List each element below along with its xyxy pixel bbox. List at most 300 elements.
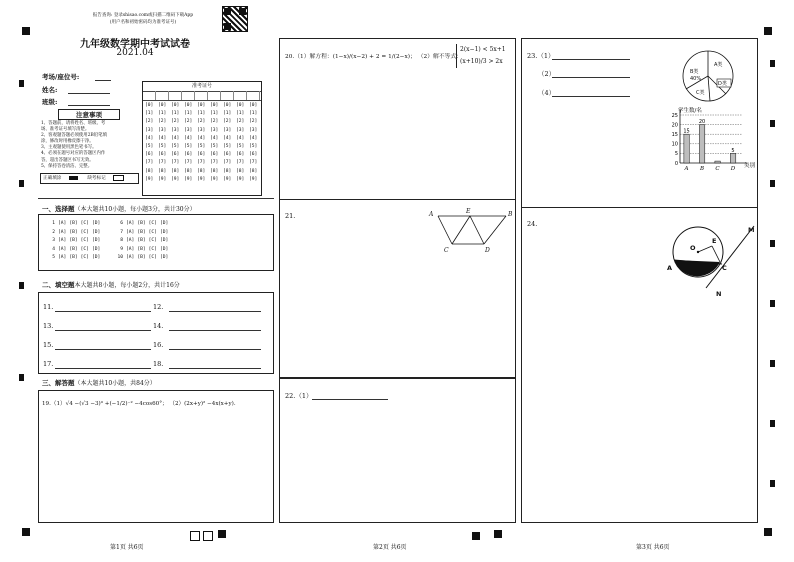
exam-id-bubble[interactable]: [8]: [197, 168, 206, 174]
exam-id-bubble[interactable]: [1]: [210, 111, 219, 117]
exam-id-bubble[interactable]: [6]: [145, 152, 154, 158]
data-label: 15: [683, 128, 690, 135]
exam-id-bubble[interactable]: [8]: [223, 168, 232, 174]
name-field[interactable]: [68, 93, 110, 94]
exam-id-bubble[interactable]: [0]: [145, 103, 154, 108]
notice-line: 场、准考证号填写清楚。: [41, 127, 90, 133]
y-axis-label: 学生数/名: [678, 108, 702, 114]
exam-id-bubble[interactable]: [1]: [145, 111, 154, 117]
blank-number: 11.: [43, 303, 54, 311]
exam-id-input-cell[interactable]: [234, 91, 247, 100]
notice-line: 4、必须在题号对应的答题区内作: [41, 151, 106, 157]
exam-id-column: [145, 102, 153, 184]
exam-id-bubble[interactable]: [7]: [184, 160, 193, 166]
exam-id-bubble[interactable]: [0]: [197, 103, 206, 108]
choice-row: [115, 246, 171, 255]
exam-id-bubble[interactable]: [4]: [158, 135, 167, 141]
choice-right-column: [115, 220, 171, 263]
exam-id-input-cell[interactable]: [143, 91, 156, 100]
choice-option[interactable]: [A]: [126, 229, 135, 235]
pie-label-c: C类: [696, 90, 705, 96]
q21-answer-box[interactable]: [279, 200, 516, 378]
exam-id-input-cell[interactable]: [156, 91, 169, 100]
circle-label-m: M: [748, 226, 755, 234]
blank-answer-line[interactable]: [169, 368, 261, 369]
fig-label-a: A: [429, 211, 434, 218]
category-label: B: [699, 166, 705, 172]
choice-option[interactable]: [B]: [69, 238, 78, 244]
exam-id-bubble[interactable]: [7]: [197, 160, 206, 166]
section1-title: 一、选择题: [42, 205, 75, 213]
exam-id-bubble[interactable]: [3]: [236, 127, 245, 133]
choice-number: 3: [52, 238, 55, 244]
exam-id-input-cell[interactable]: [182, 91, 195, 100]
bar: [699, 125, 704, 163]
exam-id-bubble[interactable]: [5]: [171, 144, 180, 150]
exam-id-bubble[interactable]: [9]: [184, 176, 193, 182]
exam-id-bubble[interactable]: [0]: [210, 103, 219, 108]
exam-id-bubble[interactable]: [3]: [210, 127, 219, 133]
page2-mark: [472, 532, 480, 540]
room-seat-label: 考场/座位号:: [42, 73, 80, 81]
exam-id-bubble[interactable]: [3]: [145, 127, 154, 133]
x-axis-label: 类别: [744, 163, 756, 169]
pie-label-d: D类: [718, 81, 727, 87]
category-label: D: [730, 166, 736, 172]
circle-label-n: N: [716, 290, 722, 298]
exam-id-bubble[interactable]: [6]: [223, 152, 232, 158]
blank-answer-line[interactable]: [55, 349, 151, 350]
section2-heading: [42, 280, 180, 289]
circle-label-e: E: [712, 237, 717, 245]
choice-option[interactable]: [A]: [58, 246, 67, 252]
fill-example-mark: [69, 176, 78, 180]
choice-option[interactable]: [B]: [137, 255, 146, 261]
choice-number: 7: [120, 229, 123, 235]
exam-id-bubble[interactable]: [5]: [236, 144, 245, 150]
registration-mark: [764, 27, 772, 35]
exam-id-bubble[interactable]: [5]: [223, 144, 232, 150]
choice-option[interactable]: [B]: [69, 229, 78, 235]
notice-line: 3、主观题使用黑色笔书写。: [41, 145, 97, 151]
exam-id-bubble[interactable]: [1]: [171, 111, 180, 117]
choice-option[interactable]: [D]: [91, 229, 101, 235]
section1-heading: [42, 204, 196, 213]
fig-label-d: D: [485, 247, 490, 254]
section2-title: 二、填空题: [42, 281, 75, 289]
choice-number: 1: [52, 221, 55, 226]
exam-id-bubble[interactable]: [1]: [249, 111, 258, 117]
q24-number: 24.: [527, 220, 538, 228]
blank-number: 12.: [153, 303, 164, 311]
exam-id-input-cell[interactable]: [247, 91, 260, 100]
notice-line-1: 报告查询: 登录shisao.com或扫描二维码下载App: [92, 13, 194, 18]
exam-id-bubble[interactable]: [8]: [236, 168, 245, 174]
exam-id-bubble[interactable]: [4]: [184, 135, 193, 141]
choice-number: 10: [117, 255, 123, 261]
exam-id-bubble[interactable]: [4]: [210, 135, 219, 141]
choice-row: [47, 220, 103, 229]
exam-id-bubble[interactable]: [3]: [184, 127, 193, 133]
fig-label-e: E: [466, 208, 471, 215]
y-tick-label: 15: [671, 132, 678, 138]
exam-id-bubble[interactable]: [7]: [223, 160, 232, 166]
section3-heading: [42, 378, 156, 387]
pie-label-a: A类: [714, 62, 723, 68]
choice-option[interactable]: [D]: [91, 221, 101, 226]
exam-id-bubble[interactable]: [8]: [184, 168, 193, 174]
exam-id-bubble[interactable]: [3]: [249, 127, 258, 133]
section1-note: （本大题共10小题，每小题3分，共计30分）: [74, 206, 196, 213]
exam-id-bubble[interactable]: [6]: [210, 152, 219, 158]
choice-number: 2: [52, 229, 55, 235]
exam-id-bubble[interactable]: [5]: [249, 144, 258, 150]
choice-left-column: [47, 220, 103, 263]
timing-marks-left: [19, 80, 24, 400]
choice-number: 9: [120, 246, 123, 252]
page1-number: 第1页 共6页: [110, 544, 144, 551]
exam-id-bubble[interactable]: [5]: [210, 144, 219, 150]
choice-option[interactable]: [A]: [126, 238, 135, 244]
pie-label-b: B类: [690, 69, 699, 75]
q24-figure: [662, 218, 762, 300]
inequality-2: (x+10)/3 > 2x: [460, 58, 503, 65]
blank-answer-line[interactable]: [169, 311, 261, 312]
y-tick-label: 0: [674, 160, 678, 167]
blank-number: 17.: [43, 360, 54, 368]
exam-id-bubble[interactable]: [5]: [184, 144, 193, 150]
blank-answer-line[interactable]: [55, 368, 151, 369]
choice-option[interactable]: [A]: [58, 229, 67, 235]
exam-id-bubble[interactable]: [8]: [210, 168, 219, 174]
choice-row: [47, 237, 103, 246]
bar: [730, 153, 735, 163]
exam-id-bubble[interactable]: [0]: [158, 103, 167, 108]
exam-id-bubble[interactable]: [7]: [236, 160, 245, 166]
exam-id-bubble[interactable]: [4]: [236, 135, 245, 141]
exam-id-bubble[interactable]: [9]: [197, 176, 206, 182]
choice-number: 5: [52, 255, 55, 261]
qr-code: [222, 6, 248, 32]
choice-option[interactable]: [D]: [91, 238, 101, 244]
choice-option[interactable]: [D]: [159, 255, 169, 261]
class-field[interactable]: [68, 105, 110, 106]
exam-id-bubble[interactable]: [7]: [210, 160, 219, 166]
category-label: A: [684, 166, 689, 172]
choice-row: [115, 237, 171, 246]
blank-number: 13.: [43, 322, 54, 330]
fig-label-b: B: [508, 211, 513, 218]
exam-id-bubble[interactable]: [6]: [249, 152, 258, 158]
page3-number: 第3页 共6页: [636, 544, 670, 551]
exam-id-bubble[interactable]: [6]: [184, 152, 193, 158]
exam-date: 2021.04: [116, 48, 154, 58]
fig-label-c: C: [444, 247, 449, 254]
exam-id-bubble[interactable]: [6]: [171, 152, 180, 158]
exam-id-bubble[interactable]: [6]: [236, 152, 245, 158]
registration-mark: [22, 27, 30, 35]
choice-number: 8: [120, 238, 123, 244]
exam-id-bubble[interactable]: [7]: [249, 160, 258, 166]
exam-id-bubble[interactable]: [3]: [171, 127, 180, 133]
choice-option[interactable]: [A]: [58, 221, 67, 226]
choice-option[interactable]: [C]: [148, 255, 157, 261]
notice-line: 答，超出答题区书写无效。: [41, 157, 94, 163]
exam-id-bubble[interactable]: [0]: [184, 103, 193, 108]
exam-id-bubble[interactable]: [2]: [249, 119, 258, 125]
y-tick-label: 10: [671, 141, 678, 148]
fill-blank-box: [38, 292, 274, 374]
exam-id-bubble[interactable]: [2]: [236, 119, 245, 125]
info-divider: [38, 198, 274, 199]
q24-answer-box[interactable]: [521, 208, 758, 523]
exam-id-bubble[interactable]: [9]: [145, 176, 154, 182]
exam-id-bubble[interactable]: [2]: [158, 119, 167, 125]
blank-answer-line[interactable]: [55, 330, 151, 331]
exam-id-bubble[interactable]: [5]: [158, 144, 167, 150]
exam-id-bubble[interactable]: [9]: [171, 176, 180, 182]
q22-answer-box[interactable]: [279, 378, 516, 523]
exam-id-bubble[interactable]: [4]: [171, 135, 180, 141]
exam-id-column: [197, 102, 205, 184]
q22-text: 22.（1）: [285, 392, 313, 400]
fill-example-label: 正确填涂: [43, 176, 62, 181]
blank-answer-line[interactable]: [169, 349, 261, 350]
exam-id-bubble[interactable]: [2]: [145, 119, 154, 125]
section2-note: 本大题共8小题，每小题2分，共计16分: [74, 282, 180, 289]
registration-mark: [22, 528, 30, 536]
page-title: 九年级数学期中考试试卷: [80, 39, 190, 50]
data-label: 5: [731, 147, 735, 154]
exam-id-bubble[interactable]: [8]: [145, 168, 154, 174]
y-tick-label: 5: [674, 151, 678, 158]
notice-box: [40, 107, 138, 196]
timing-marks-right: [770, 60, 775, 480]
notice-line: 1、答题前，请将姓名、班级、考: [41, 121, 106, 126]
y-tick-label: 25: [671, 112, 678, 119]
choice-option[interactable]: [C]: [80, 229, 89, 235]
notice-line-2: (用户名和初始密码均为准考证号): [109, 20, 177, 25]
exam-id-bubble[interactable]: [1]: [197, 111, 206, 117]
exam-id-column: [171, 102, 179, 184]
q20-text: 20.（1）解方程：(1−x)/(x−2) + 2 = 1/(2−x)； （2）解不等式：: [285, 54, 462, 60]
report-notice: [78, 12, 208, 26]
bar: [715, 161, 720, 163]
pie-label-b-pct: 40%: [690, 76, 702, 82]
choice-option[interactable]: [C]: [148, 246, 157, 252]
room-seat-field[interactable]: [95, 80, 111, 81]
registration-mark: [218, 530, 226, 538]
choice-option[interactable]: [A]: [126, 255, 135, 261]
exam-id-column: [223, 102, 231, 184]
exam-id-bubble[interactable]: [2]: [210, 119, 219, 125]
choice-option[interactable]: [A]: [58, 238, 67, 244]
exam-id-input-cell[interactable]: [208, 91, 221, 100]
blank-answer-line[interactable]: [55, 311, 151, 312]
choice-row: [47, 254, 103, 263]
blank-number: 18.: [153, 360, 164, 368]
q23-part2: （2）: [538, 70, 556, 78]
choice-option[interactable]: [A]: [126, 221, 135, 226]
exam-id-bubble[interactable]: [2]: [197, 119, 206, 125]
exam-id-bubble[interactable]: [3]: [223, 127, 232, 133]
q23-part4: （4）: [538, 89, 556, 97]
blank-number: 16.: [153, 341, 164, 349]
q19-text: 19.（1）√4 −(√3 −3)⁰ +(−1/2)⁻² −4cos60°； （2）(2x+y)² −4x(x+y).: [42, 401, 236, 407]
choice-answer-box: [38, 214, 274, 271]
choice-option[interactable]: [D]: [159, 238, 169, 244]
choice-option[interactable]: [B]: [69, 246, 78, 252]
bar: [684, 134, 689, 163]
absent-checkbox[interactable]: [113, 175, 124, 181]
exam-id-bubble[interactable]: [4]: [249, 135, 258, 141]
exam-id-bubble[interactable]: [1]: [223, 111, 232, 117]
choice-option[interactable]: [B]: [69, 221, 78, 226]
exam-id-bubble[interactable]: [8]: [249, 168, 258, 174]
exam-id-input-cell[interactable]: [195, 91, 208, 100]
exam-id-input-cell[interactable]: [221, 91, 234, 100]
q23-line-4[interactable]: [552, 96, 630, 97]
exam-id-bubble[interactable]: [0]: [236, 103, 245, 108]
choice-number: 6: [120, 221, 123, 226]
registration-mark: [494, 530, 502, 538]
choice-option[interactable]: [B]: [69, 255, 78, 261]
exam-id-bubble[interactable]: [1]: [184, 111, 193, 117]
category-label: C: [715, 166, 720, 172]
circle-label-o: O: [690, 244, 696, 252]
choice-option[interactable]: [B]: [137, 238, 146, 244]
choice-option[interactable]: [D]: [159, 246, 169, 252]
exam-id-column: [210, 102, 218, 184]
exam-id-bubble[interactable]: [0]: [171, 103, 180, 108]
notice-lines: [41, 121, 107, 170]
exam-id-bubble[interactable]: [4]: [223, 135, 232, 141]
exam-id-bubble[interactable]: [1]: [158, 111, 167, 117]
choice-option[interactable]: [C]: [148, 238, 157, 244]
exam-id-bubble[interactable]: [2]: [223, 119, 232, 125]
choice-option[interactable]: [C]: [148, 229, 157, 235]
inequality-system: [456, 44, 506, 68]
q23-line-1[interactable]: [552, 59, 630, 60]
blank-answer-line[interactable]: [169, 330, 261, 331]
exam-id-bubble[interactable]: [0]: [249, 103, 258, 108]
q19-answer-box[interactable]: [38, 390, 274, 523]
pie-chart: [678, 47, 742, 105]
exam-id-bubble[interactable]: [2]: [171, 119, 180, 125]
exam-id-bubble[interactable]: [4]: [145, 135, 154, 141]
registration-mark: [764, 528, 772, 536]
circle-label-c: C: [722, 264, 727, 272]
choice-option[interactable]: [B]: [137, 229, 146, 235]
choice-row: [115, 254, 171, 263]
bar-chart: [664, 103, 756, 175]
choice-option[interactable]: [B]: [137, 246, 146, 252]
choice-option[interactable]: [D]: [91, 255, 101, 261]
choice-option[interactable]: [C]: [80, 255, 89, 261]
q23-text: 23.（1）: [527, 52, 555, 60]
choice-option[interactable]: [C]: [80, 238, 89, 244]
blank-number: 15.: [43, 341, 54, 349]
exam-id-bubble[interactable]: [9]: [236, 176, 245, 182]
choice-option[interactable]: [D]: [91, 246, 101, 252]
exam-id-bubble[interactable]: [3]: [158, 127, 167, 133]
circle-label-a: A: [667, 264, 673, 272]
name-label: 姓名:: [42, 86, 58, 94]
exam-id-input-row: [143, 91, 261, 101]
exam-id-bubble[interactable]: [9]: [249, 176, 258, 182]
exam-id-grid: [142, 81, 262, 196]
exam-id-input-cell[interactable]: [169, 91, 182, 100]
choice-number: 4: [52, 246, 55, 252]
q21-figure: [426, 206, 516, 256]
class-label: 班级:: [42, 98, 58, 106]
exam-id-bubble[interactable]: [2]: [184, 119, 193, 125]
blank-number: 14.: [153, 322, 164, 330]
q23-line-2[interactable]: [552, 77, 630, 78]
exam-id-bubble[interactable]: [0]: [223, 103, 232, 108]
exam-id-bubble[interactable]: [6]: [158, 152, 167, 158]
exam-id-label: 准考证号: [143, 82, 261, 92]
exam-id-bubble[interactable]: [4]: [197, 135, 206, 141]
choice-option[interactable]: [D]: [159, 221, 169, 226]
page2-number: 第2页 共6页: [373, 544, 407, 551]
choice-option[interactable]: [C]: [148, 221, 157, 226]
section3-note: （本大题共10小题，共84分）: [74, 380, 156, 387]
exam-id-bubble[interactable]: [9]: [223, 176, 232, 182]
notice-title: 注意事项: [58, 109, 120, 120]
exam-id-bubble[interactable]: [3]: [197, 127, 206, 133]
exam-id-bubble[interactable]: [8]: [171, 168, 180, 174]
choice-row: [47, 246, 103, 255]
choice-option[interactable]: [C]: [80, 246, 89, 252]
choice-row: [115, 220, 171, 229]
choice-row: [115, 229, 171, 238]
exam-id-bubble[interactable]: [9]: [158, 176, 167, 182]
page1-checkboxes: [190, 531, 213, 543]
exam-id-bubble[interactable]: [6]: [197, 152, 206, 158]
exam-id-bubble[interactable]: [8]: [158, 168, 167, 174]
notice-line: 2、客观题答题必须使用2B铅笔填: [41, 133, 107, 139]
exam-id-bubble[interactable]: [5]: [145, 144, 154, 150]
q21-number: 21.: [285, 212, 296, 220]
choice-option[interactable]: [D]: [159, 229, 169, 235]
absent-label: 缺考标记: [87, 176, 106, 181]
y-tick-label: 20: [671, 122, 678, 129]
choice-option[interactable]: [B]: [137, 221, 146, 226]
data-label: 20: [698, 119, 706, 126]
exam-id-column: [158, 102, 166, 184]
inequality-1: 2(x−1) < 5x+1: [460, 46, 506, 53]
exam-id-bubble[interactable]: [9]: [210, 176, 219, 182]
notice-line: 涂，修改时用橡皮擦干净。: [41, 139, 94, 145]
choice-option[interactable]: [A]: [126, 246, 135, 252]
exam-id-bubble[interactable]: [7]: [158, 160, 167, 166]
exam-id-column: [236, 102, 244, 184]
q22-answer-line[interactable]: [312, 399, 388, 400]
choice-option[interactable]: [C]: [80, 221, 89, 226]
exam-id-bubble[interactable]: [5]: [197, 144, 206, 150]
exam-id-bubble[interactable]: [7]: [171, 160, 180, 166]
exam-id-bubble[interactable]: [1]: [236, 111, 245, 117]
notice-line: 5、保持答卷清洁、完整。: [41, 163, 93, 169]
exam-id-bubble[interactable]: [7]: [145, 160, 154, 166]
choice-option[interactable]: [A]: [58, 255, 67, 261]
exam-id-column: [184, 102, 192, 184]
exam-id-column: [249, 102, 257, 184]
q23-answer-box[interactable]: [521, 38, 758, 208]
q20-answer-box[interactable]: [279, 38, 516, 200]
section3-title: 三、解答题: [42, 379, 75, 387]
